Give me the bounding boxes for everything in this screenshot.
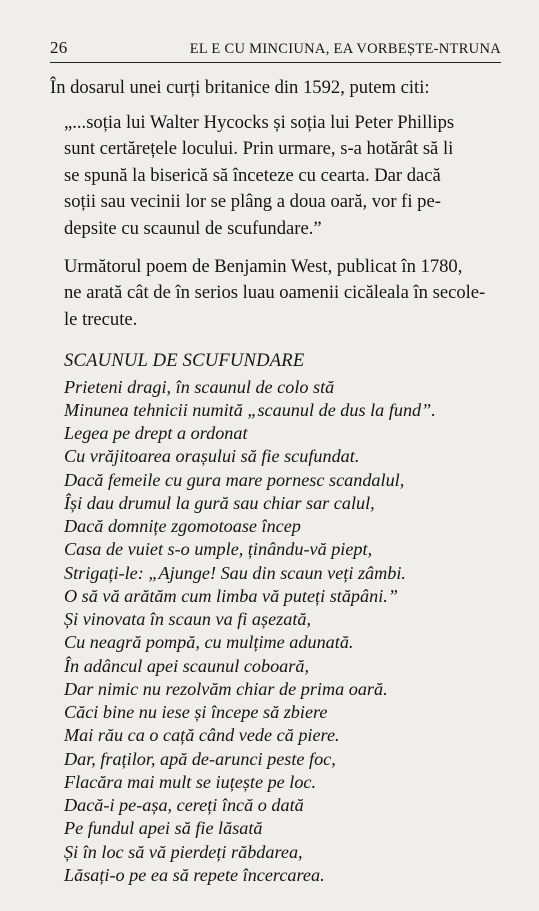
poem-title: SCAUNUL DE SCUFUNDARE: [64, 350, 305, 372]
page-number: 26: [50, 38, 68, 57]
poem-line: Strigați-le: „Ajunge! Sau din scaun veți zâmbi.: [64, 562, 406, 583]
text-line: În dosarul unei curți britanice din 1592, putem citi:: [50, 77, 430, 98]
paragraph-court-record-quote: [50, 110, 511, 243]
poem-line: Cu neagră pompă, cu mulțime adunată.: [64, 632, 354, 653]
body-text: [50, 75, 511, 333]
paragraph-intro: [50, 75, 511, 102]
text-line: „...soția lui Walter Hycocks și soția lui Peter Phillips: [64, 111, 455, 133]
poem-line: Minunea tehnicii numită „scaunul de dus la fund”.: [64, 399, 436, 420]
poem-line: Mai rău ca o cață când vede că piere.: [64, 725, 340, 746]
poem-line: Căci bine nu iese și începe să zbiere: [64, 702, 328, 723]
poem-line: O să vă arătăm cum limba vă puteți stăpâni.”: [64, 585, 398, 606]
poem-line: Dacă femeile cu gura mare pornesc scandalul,: [64, 469, 405, 490]
poem: [50, 349, 511, 887]
poem-line: Dacă domnițe zgomotoase încep: [64, 516, 301, 537]
poem-line: Și vinovata în scaun va fi așezată,: [64, 609, 312, 630]
page-header: [50, 38, 501, 63]
poem-line: Flacăra mai mult se iuțește pe loc.: [64, 771, 317, 792]
poem-line: Cu vrăjitoarea orașului să fie scufundat.: [64, 446, 360, 467]
text-line: soții sau vecinii lor se plâng a doua oară, vor fi pe-: [64, 191, 441, 213]
poem-line: Își dau drumul la gură sau chiar sar calul,: [64, 492, 375, 513]
poem-line: Dacă-i pe-așa, cereți încă o dată: [64, 795, 304, 816]
running-title: EL E CU MINCIUNA, EA VORBEȘTE-NTRUNA: [189, 41, 501, 57]
poem-line: Prieteni dragi, în scaunul de colo stă: [64, 376, 335, 397]
text-line: depsite cu scaunul de scufundare.”: [64, 217, 322, 239]
poem-line: Dar, fraților, apă de-arunci peste foc,: [64, 748, 336, 769]
poem-line: Și în loc să vă pierdeți răbdarea,: [64, 841, 303, 862]
poem-line: Pe fundul apei să fie lăsată: [64, 818, 263, 839]
text-line: le trecute.: [64, 308, 138, 330]
poem-line: Legea pe drept a ordonat: [64, 423, 248, 444]
paragraph-poem-intro: [50, 254, 511, 334]
poem-line: În adâncul apei scaunul coboară,: [64, 655, 309, 676]
poem-line: Casa de vuiet s-o umple, ținându-vă piept,: [64, 539, 373, 560]
text-line: se spună la biserică să înceteze cu cearta. Dar dacă: [64, 164, 441, 186]
text-line: ne arată cât de în serios luau oamenii cicăleala în secole-: [64, 282, 486, 304]
text-line: sunt certărețele locului. Prin urmare, s-a hotărât să li: [64, 138, 454, 160]
poem-line: Lăsați-o pe ea să repete încercarea.: [64, 864, 325, 885]
text-line: Următorul poem de Benjamin West, publicat în 1780,: [64, 255, 463, 277]
poem-line: Dar nimic nu rezolvăm chiar de prima oară.: [64, 678, 388, 699]
